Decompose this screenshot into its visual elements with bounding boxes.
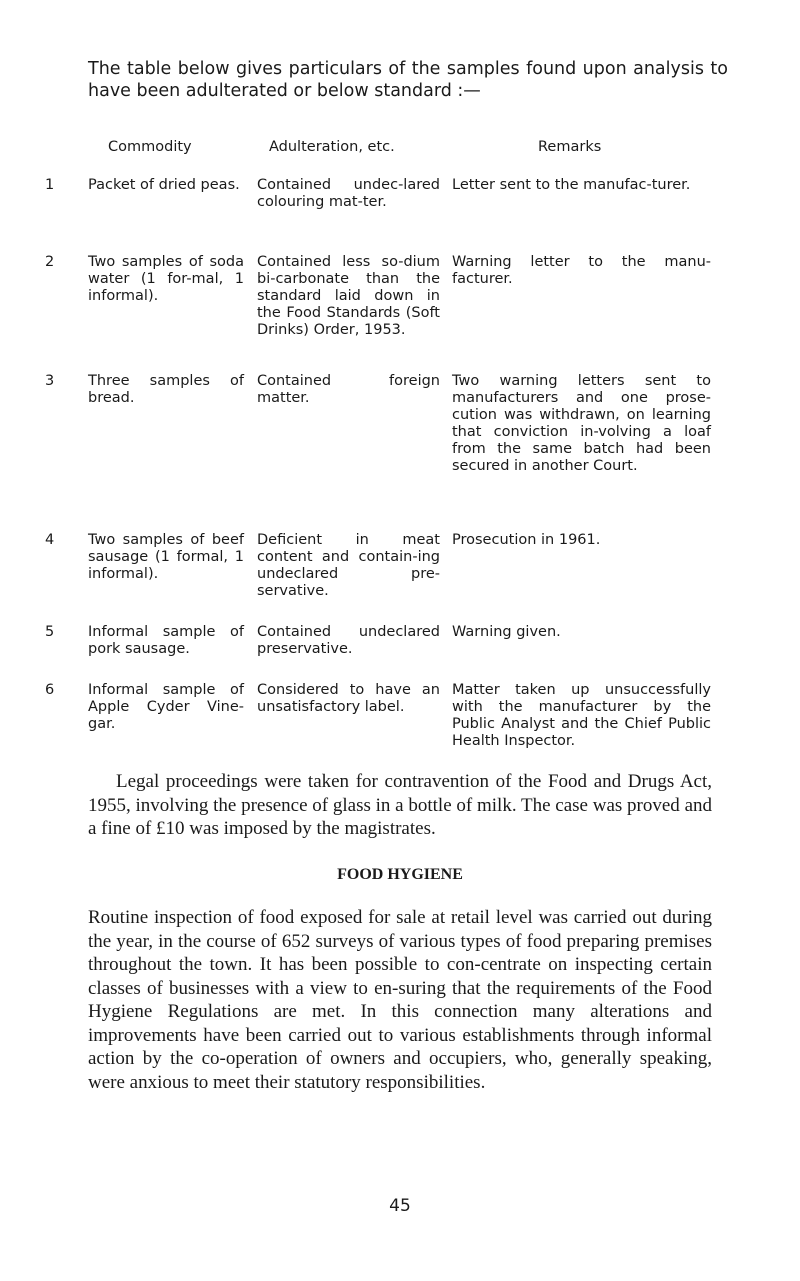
commodity-cell: Two samples of beef sausage (1 formal, 1 informal). — [88, 532, 244, 582]
commodity-cell: Informal sample of Apple Cyder Vine-gar. — [88, 682, 244, 732]
adulteration-cell: Contained undec-lared colouring mat-ter. — [257, 177, 440, 210]
legal-proceedings-paragraph: Legal proceedings were taken for contravention of the Food and Drugs Act, 1955, involving the presence of glass in a bottle of milk. The case was proved and a fine of £10 was imposed by the magistrates. — [88, 771, 712, 839]
header-remarks: Remarks — [538, 139, 602, 155]
commodity-cell: Three samples of bread. — [88, 373, 244, 406]
header-adulteration: Adulteration, etc. — [269, 139, 395, 155]
remarks-cell: Warning letter to the manu-facturer. — [452, 254, 711, 287]
remarks-cell: Two warning letters sent to manufacturers and one prose-cution was withdrawn, on learning that conviction in-volving a loaf from the same batch had been secured in another Court. — [452, 373, 711, 474]
adulteration-cell: Contained undeclared preservative. — [257, 624, 440, 657]
commodity-cell: Two samples of soda water (1 for-mal, 1 informal). — [88, 254, 244, 304]
row-number: 1 — [45, 177, 55, 193]
remarks-cell: Matter taken up unsuccessfully with the manufacturer by the Public Analyst and the Chief Public Health Inspector. — [452, 682, 711, 749]
adulteration-cell: Contained foreign matter. — [257, 373, 440, 406]
row-number: 5 — [45, 624, 55, 640]
header-commodity: Commodity — [108, 139, 192, 155]
row-number: 3 — [45, 373, 55, 389]
row-number: 4 — [45, 532, 55, 548]
intro-paragraph: The table below gives particulars of the samples found upon analysis to have been adulterated or below standard :— — [88, 59, 728, 101]
section-heading: FOOD HYGIENE — [337, 866, 463, 883]
adulteration-cell: Considered to have an unsatisfactory label. — [257, 682, 440, 715]
commodity-cell: Informal sample of pork sausage. — [88, 624, 244, 657]
remarks-cell: Prosecution in 1961. — [452, 532, 601, 548]
row-number: 2 — [45, 254, 55, 270]
food-hygiene-paragraph: Routine inspection of food exposed for sale at retail level was carried out during the year, in the course of 652 surveys of various types of food preparing premises throughout the town. It has been possible to con-centrate on inspecting certain classes of businesses with a view to en-suring that the requirements of the Food Hygiene Regulations are met. In this connection many alterations and improvements have been carried out to various establishments through informal action by the co-operation of owners and occupiers, who, generally speaking, were anxious to meet their statutory responsibilities. — [88, 907, 712, 1093]
remarks-cell: Letter sent to the manufac-turer. — [452, 177, 691, 193]
commodity-cell: Packet of dried peas. — [88, 177, 240, 193]
row-number: 6 — [45, 682, 55, 698]
adulteration-cell: Deficient in meat content and contain-ing undeclared pre-servative. — [257, 532, 440, 599]
adulteration-cell: Contained less so-dium bi-carbonate than the standard laid down in the Food Standards (Soft Drinks) Order, 1953. — [257, 254, 440, 338]
page-number: 45 — [389, 1196, 411, 1216]
remarks-cell: Warning given. — [452, 624, 561, 640]
